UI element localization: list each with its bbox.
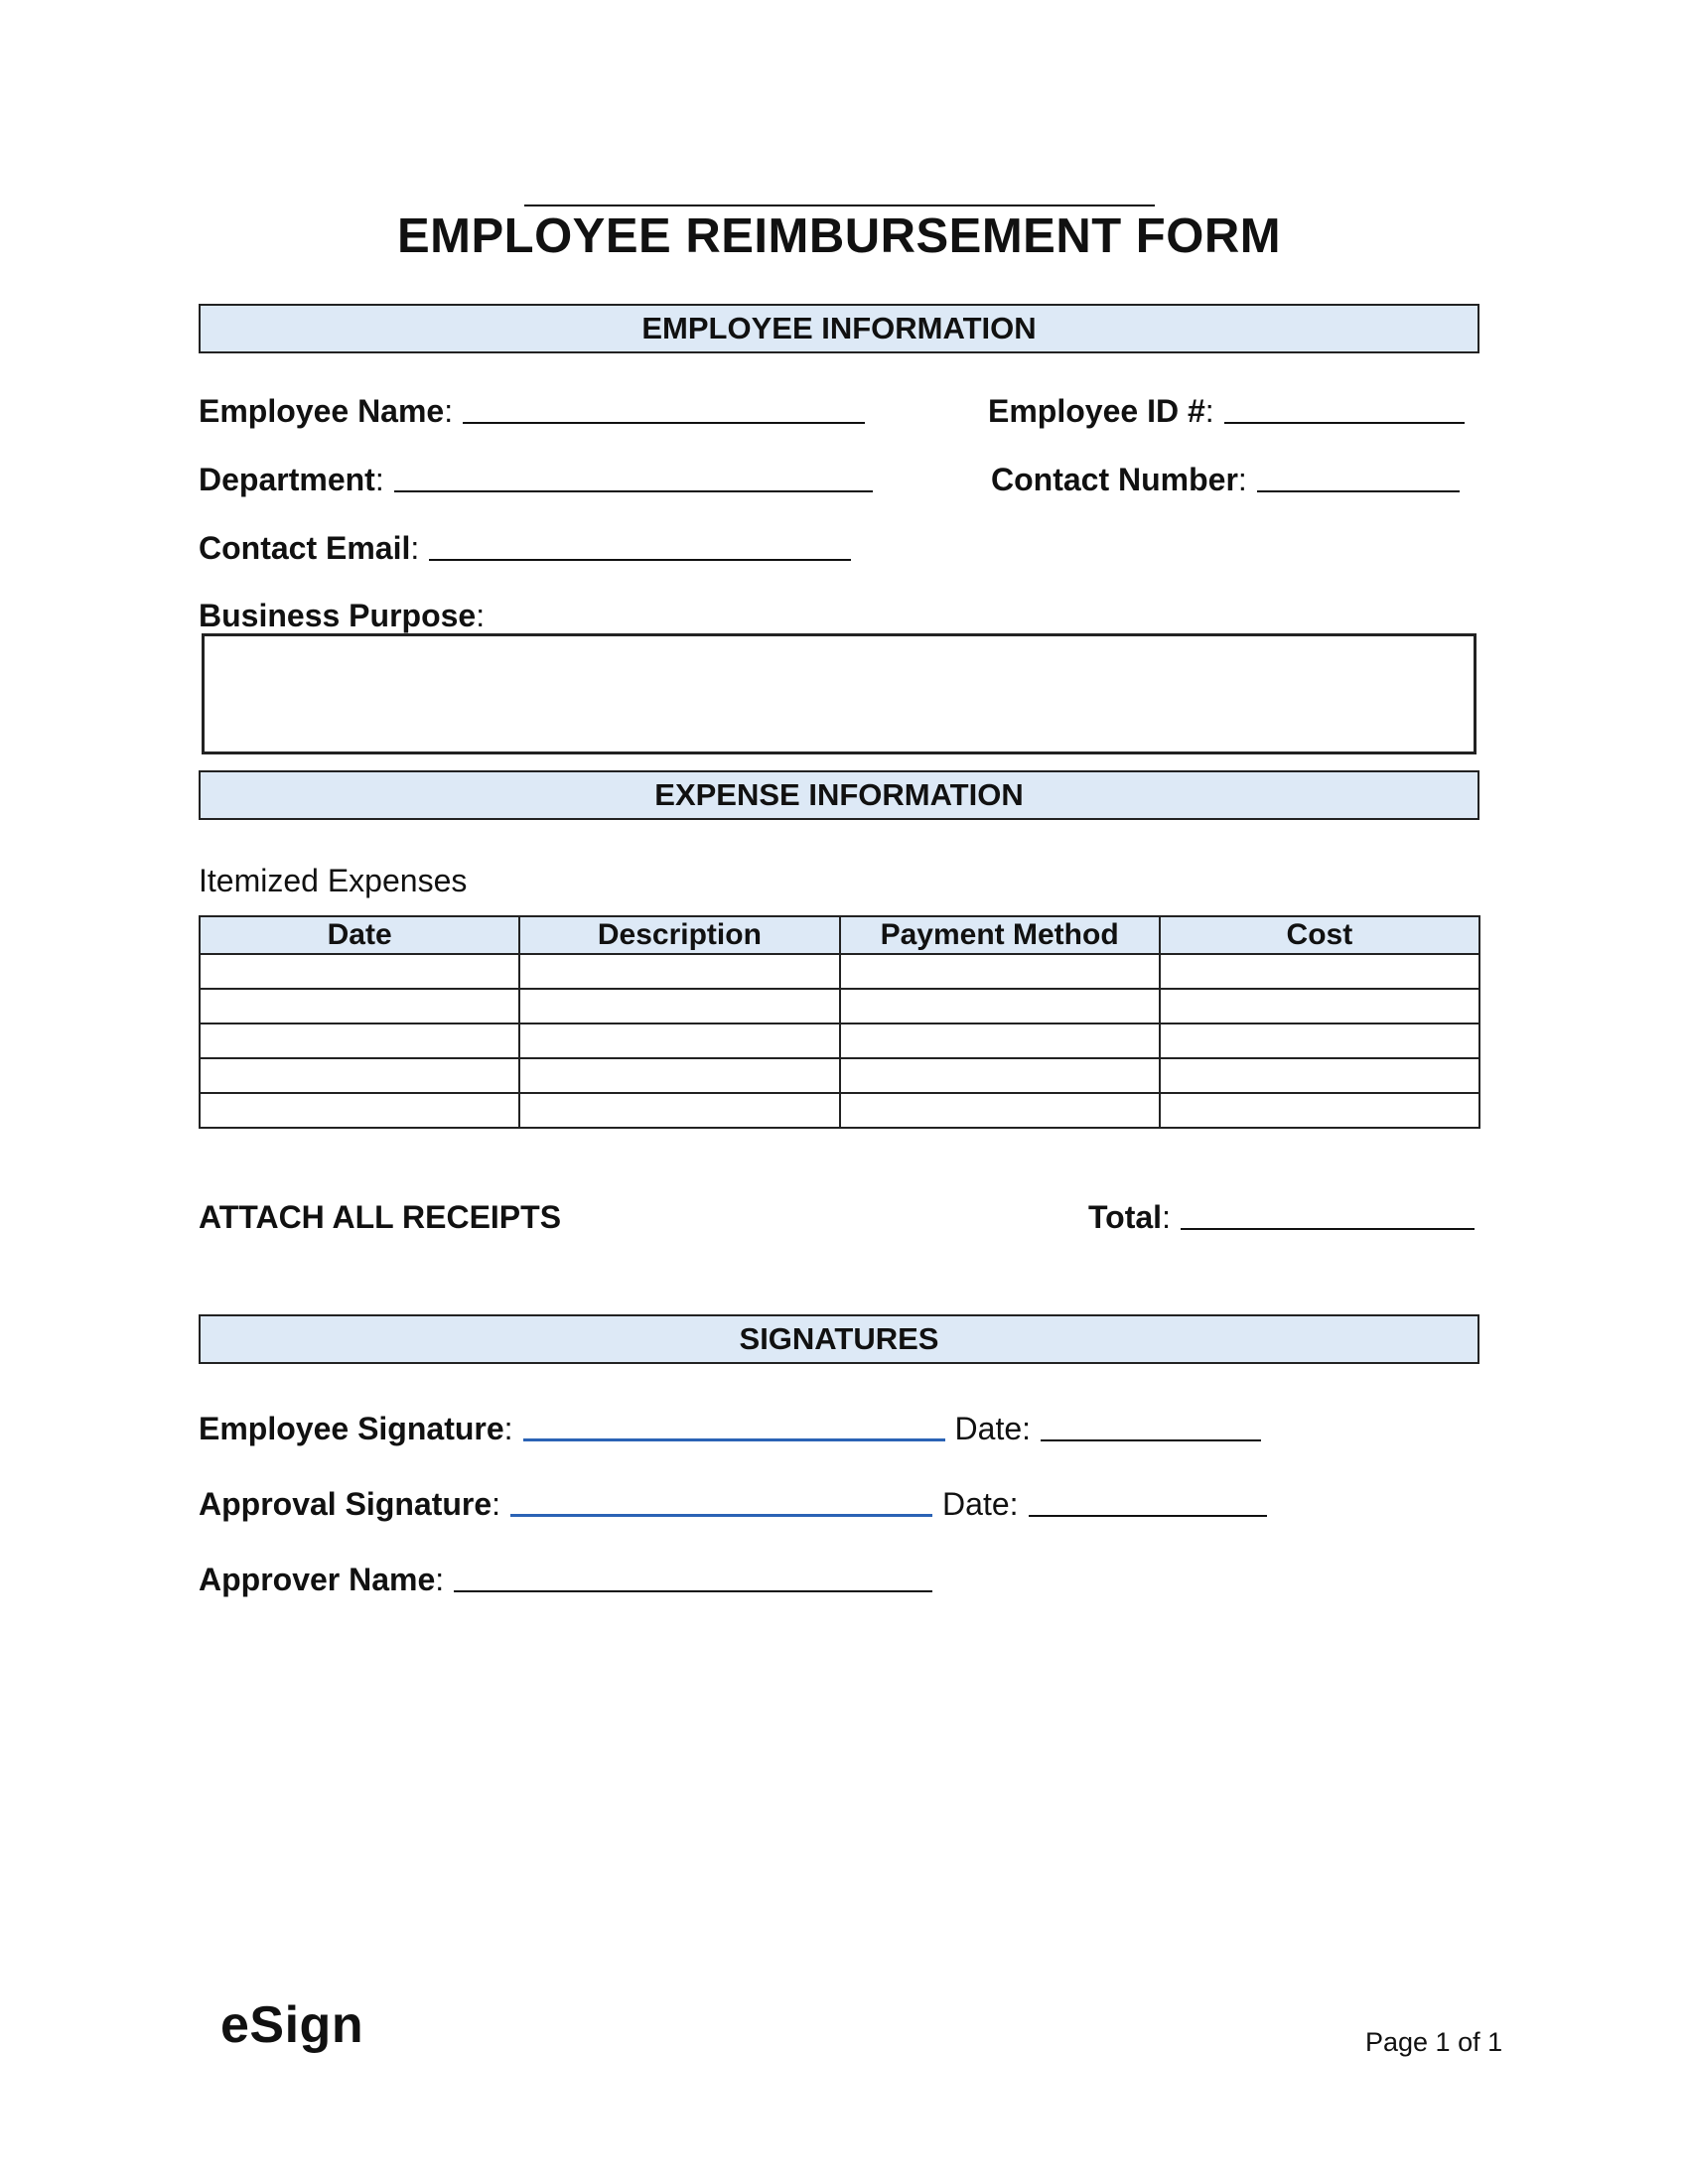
table-cell[interactable] [840,989,1160,1024]
approval-signature-date-label: Date: [942,1486,1019,1522]
employee-name-field[interactable] [463,422,865,424]
section-header-expense-information: EXPENSE INFORMATION [199,770,1479,820]
contact-email-label: Contact Email [199,530,411,566]
table-cell[interactable] [200,954,519,989]
contact-number-field[interactable] [1257,490,1460,492]
column-header-date: Date [200,916,519,954]
department-row [199,459,873,498]
approval-signature-row [199,1483,1267,1523]
column-header-cost: Cost [1160,916,1479,954]
attach-receipts-note: ATTACH ALL RECEIPTS [199,1199,562,1235]
colon: : [1204,393,1214,429]
contact-email-row [199,527,851,567]
employee-name-label: Employee Name [199,393,445,429]
contact-email-field[interactable] [429,559,851,561]
employee-signature-field[interactable] [523,1438,945,1441]
page-title: EMPLOYEE REIMBURSEMENT FORM [396,209,1282,263]
colon: : [435,1562,445,1597]
page-number: Page 1 of 1 [1365,2027,1503,2057]
approver-name-field[interactable] [454,1590,932,1592]
table-cell[interactable] [200,1024,519,1058]
business-purpose-row [199,595,485,634]
business-purpose-label: Business Purpose [199,598,477,633]
employee-signature-label: Employee Signature [199,1411,504,1446]
total-row [1088,1196,1475,1236]
total-field[interactable] [1181,1228,1475,1230]
table-row [200,1093,1479,1128]
approval-signature-field[interactable] [510,1514,932,1517]
table-cell[interactable] [840,1024,1160,1058]
table-cell[interactable] [519,1058,839,1093]
section-header-signatures: SIGNATURES [199,1314,1479,1364]
title-top-line [524,205,1155,206]
esign-logo: eSign [220,1996,364,2054]
expenses-table [199,915,1480,1129]
colon: : [1162,1199,1171,1235]
table-cell[interactable] [200,1093,519,1128]
table-cell[interactable] [200,1058,519,1093]
table-cell[interactable] [519,989,839,1024]
table-cell[interactable] [1160,1093,1479,1128]
column-header-description: Description [519,916,839,954]
employee-id-label: Employee ID # [988,393,1205,429]
table-cell[interactable] [1160,989,1479,1024]
employee-signature-date-label: Date: [954,1411,1032,1446]
table-cell[interactable] [1160,1058,1479,1093]
colon: : [503,1411,513,1446]
table-cell[interactable] [1160,1024,1479,1058]
approver-name-label: Approver Name [199,1562,436,1597]
table-row [200,1024,1479,1058]
table-row [200,1058,1479,1093]
table-cell[interactable] [840,954,1160,989]
business-purpose-textarea[interactable] [202,633,1477,754]
total-label: Total [1088,1199,1163,1235]
employee-id-field[interactable] [1224,422,1465,424]
department-field[interactable] [394,490,873,492]
table-cell[interactable] [1160,954,1479,989]
colon: : [410,530,420,566]
colon: : [1237,462,1247,497]
table-cell[interactable] [200,989,519,1024]
section-header-employee-information: EMPLOYEE INFORMATION [199,304,1479,353]
itemized-expenses-label: Itemized Expenses [199,863,468,898]
table-cell[interactable] [519,1024,839,1058]
department-label: Department [199,462,375,497]
employee-signature-date-field[interactable] [1041,1439,1261,1441]
table-cell[interactable] [519,1093,839,1128]
contact-number-row [991,459,1460,498]
colon: : [374,462,384,497]
table-cell[interactable] [519,954,839,989]
approval-signature-label: Approval Signature [199,1486,492,1522]
attach-receipts-row [199,1196,561,1236]
table-cell[interactable] [840,1093,1160,1128]
colon: : [444,393,454,429]
table-row [200,954,1479,989]
colon: : [492,1486,501,1522]
table-row [200,989,1479,1024]
table-cell[interactable] [840,1058,1160,1093]
contact-number-label: Contact Number [991,462,1238,497]
approver-name-row [199,1559,932,1598]
table-header-row [200,916,1479,954]
colon: : [476,598,486,633]
employee-id-row [988,390,1465,430]
approval-signature-date-field[interactable] [1029,1515,1267,1517]
employee-signature-row [199,1408,1261,1447]
column-header-payment-method: Payment Method [840,916,1160,954]
employee-name-row [199,390,865,430]
